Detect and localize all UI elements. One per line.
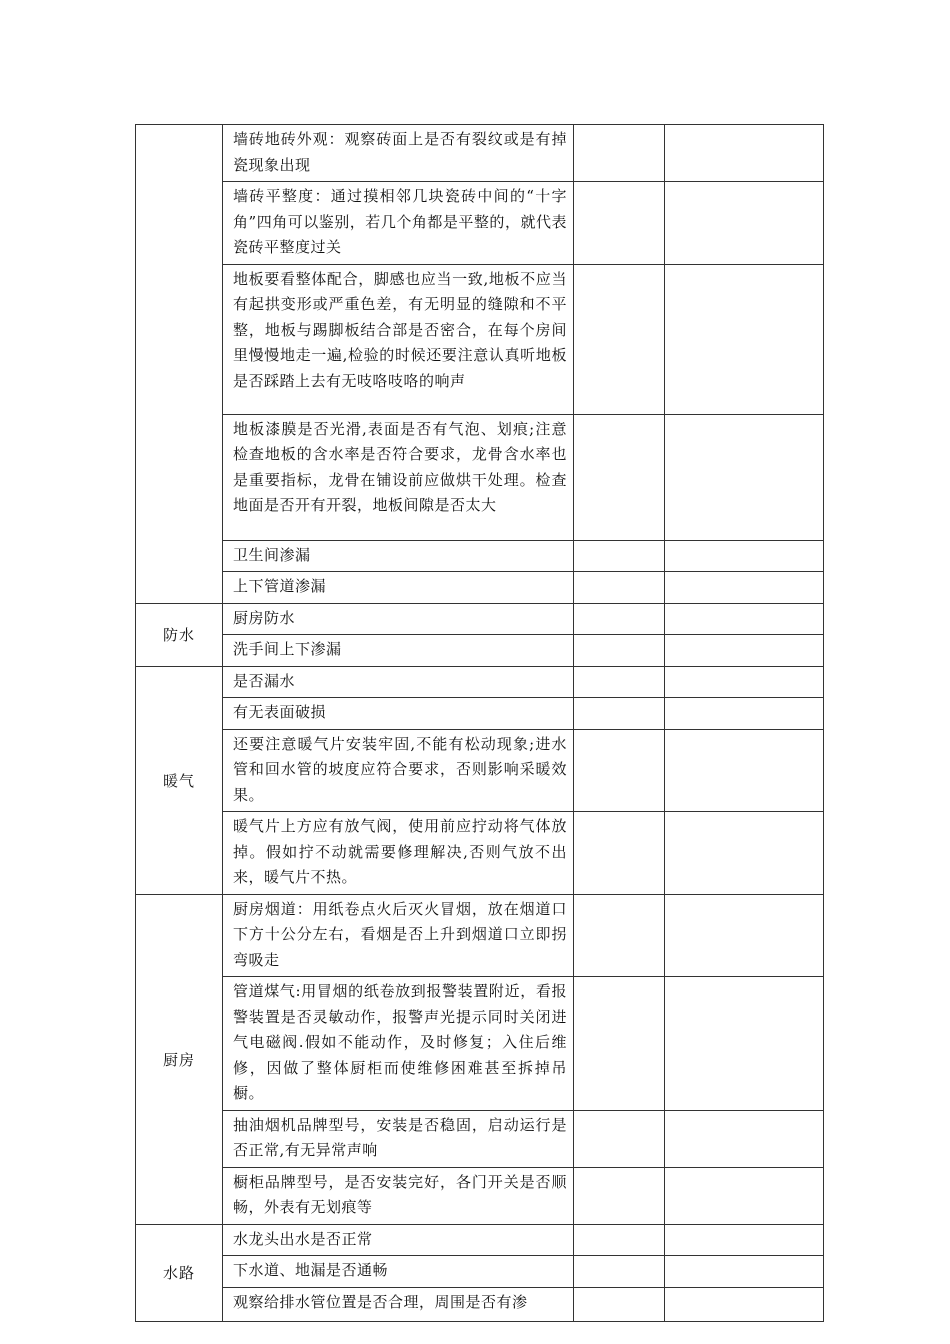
result-cell	[574, 603, 665, 635]
item-cell: 上下管道渗漏	[223, 572, 574, 604]
table-row	[136, 182, 824, 265]
remark-cell	[665, 729, 824, 812]
table-row	[136, 125, 824, 182]
remark-cell	[665, 1287, 824, 1321]
remark-cell	[665, 666, 824, 698]
category-cell-plumbing: 水路	[136, 1224, 223, 1321]
table-row	[136, 1167, 824, 1224]
item-cell: 还要注意暖气片安装牢固,不能有松动现象;进水管和回水管的坡度应符合要求，否则影响采暖效果。	[223, 729, 574, 812]
result-cell	[574, 698, 665, 730]
item-cell: 地板漆膜是否光滑,表面是否有气泡、划痕;注意检查地板的含水率是否符合要求，龙骨含水率也是重要指标，龙骨在铺设前应做烘干处理。检查地面是否开有开裂，地板间隙是否太大	[223, 414, 574, 540]
item-cell: 管道煤气:用冒烟的纸卷放到报警装置附近，看报警装置是否灵敏动作，报警声光提示同时关闭进气电磁阀.假如不能动作，及时修复；入住后维修，因做了整体厨柜而使维修困难甚至拆掉吊橱。	[223, 977, 574, 1111]
result-cell	[574, 894, 665, 977]
category-cell-heating: 暖气	[136, 666, 223, 894]
table-row	[136, 1256, 824, 1288]
remark-cell	[665, 1224, 824, 1256]
result-cell	[574, 572, 665, 604]
table-row	[136, 729, 824, 812]
table-row	[136, 812, 824, 895]
item-cell: 卫生间渗漏	[223, 540, 574, 572]
category-cell	[136, 125, 223, 604]
result-cell	[574, 1167, 665, 1224]
result-cell	[574, 264, 665, 414]
table-row	[136, 414, 824, 540]
item-cell: 地板要看整体配合，脚感也应当一致,地板不应当有起拱变形或严重色差，有无明显的缝隙和不平整，地板与踢脚板结合部是否密合，在每个房间里慢慢地走一遍,检验的时候还要注意认真听地板是否踩踏上去有无吱咯吱咯的响声	[223, 264, 574, 414]
remark-cell	[665, 635, 824, 667]
item-cell: 墙砖平整度：通过摸相邻几块瓷砖中间的“十字角”四角可以鉴别，若几个角都是平整的，就代表瓷砖平整度过关	[223, 182, 574, 265]
result-cell	[574, 1256, 665, 1288]
result-cell	[574, 635, 665, 667]
category-cell-waterproof: 防水	[136, 603, 223, 666]
table-row	[136, 977, 824, 1111]
table-row	[136, 572, 824, 604]
table-row	[136, 264, 824, 414]
item-cell: 是否漏水	[223, 666, 574, 698]
table-row	[136, 635, 824, 667]
item-cell: 抽油烟机品牌型号，安装是否稳固，启动运行是否正常,有无异常声响	[223, 1110, 574, 1167]
result-cell	[574, 1110, 665, 1167]
remark-cell	[665, 540, 824, 572]
result-cell	[574, 125, 665, 182]
result-cell	[574, 812, 665, 895]
table-row	[136, 1110, 824, 1167]
remark-cell	[665, 1256, 824, 1288]
item-cell: 观察给排水管位置是否合理，周围是否有渗	[223, 1287, 574, 1321]
remark-cell	[665, 414, 824, 540]
remark-cell	[665, 125, 824, 182]
remark-cell	[665, 894, 824, 977]
result-cell	[574, 540, 665, 572]
result-cell	[574, 1287, 665, 1321]
remark-cell	[665, 603, 824, 635]
table-row	[136, 894, 824, 977]
remark-cell	[665, 1167, 824, 1224]
table-row	[136, 666, 824, 698]
item-cell: 墙砖地砖外观：观察砖面上是否有裂纹或是有掉瓷现象出现	[223, 125, 574, 182]
result-cell	[574, 666, 665, 698]
remark-cell	[665, 572, 824, 604]
table-row	[136, 540, 824, 572]
result-cell	[574, 1224, 665, 1256]
item-cell: 橱柜品牌型号，是否安装完好，各门开关是否顺畅，外表有无划痕等	[223, 1167, 574, 1224]
category-cell-kitchen: 厨房	[136, 894, 223, 1224]
remark-cell	[665, 1110, 824, 1167]
table-row	[136, 1287, 824, 1321]
result-cell	[574, 729, 665, 812]
remark-cell	[665, 977, 824, 1111]
remark-cell	[665, 182, 824, 265]
item-cell: 水龙头出水是否正常	[223, 1224, 574, 1256]
item-cell: 洗手间上下渗漏	[223, 635, 574, 667]
item-cell: 厨房烟道：用纸卷点火后灭火冒烟，放在烟道口下方十公分左右，看烟是否上升到烟道口立即拐弯吸走	[223, 894, 574, 977]
item-cell: 有无表面破损	[223, 698, 574, 730]
table-row	[136, 698, 824, 730]
remark-cell	[665, 264, 824, 414]
result-cell	[574, 182, 665, 265]
inspection-table	[135, 124, 824, 1322]
table-row	[136, 603, 824, 635]
item-cell: 厨房防水	[223, 603, 574, 635]
result-cell	[574, 977, 665, 1111]
table-row	[136, 1224, 824, 1256]
remark-cell	[665, 698, 824, 730]
item-cell: 下水道、地漏是否通畅	[223, 1256, 574, 1288]
result-cell	[574, 414, 665, 540]
item-cell: 暖气片上方应有放气阀，使用前应拧动将气体放掉。假如拧不动就需要修理解决,否则气放不出来，暖气片不热。	[223, 812, 574, 895]
remark-cell	[665, 812, 824, 895]
